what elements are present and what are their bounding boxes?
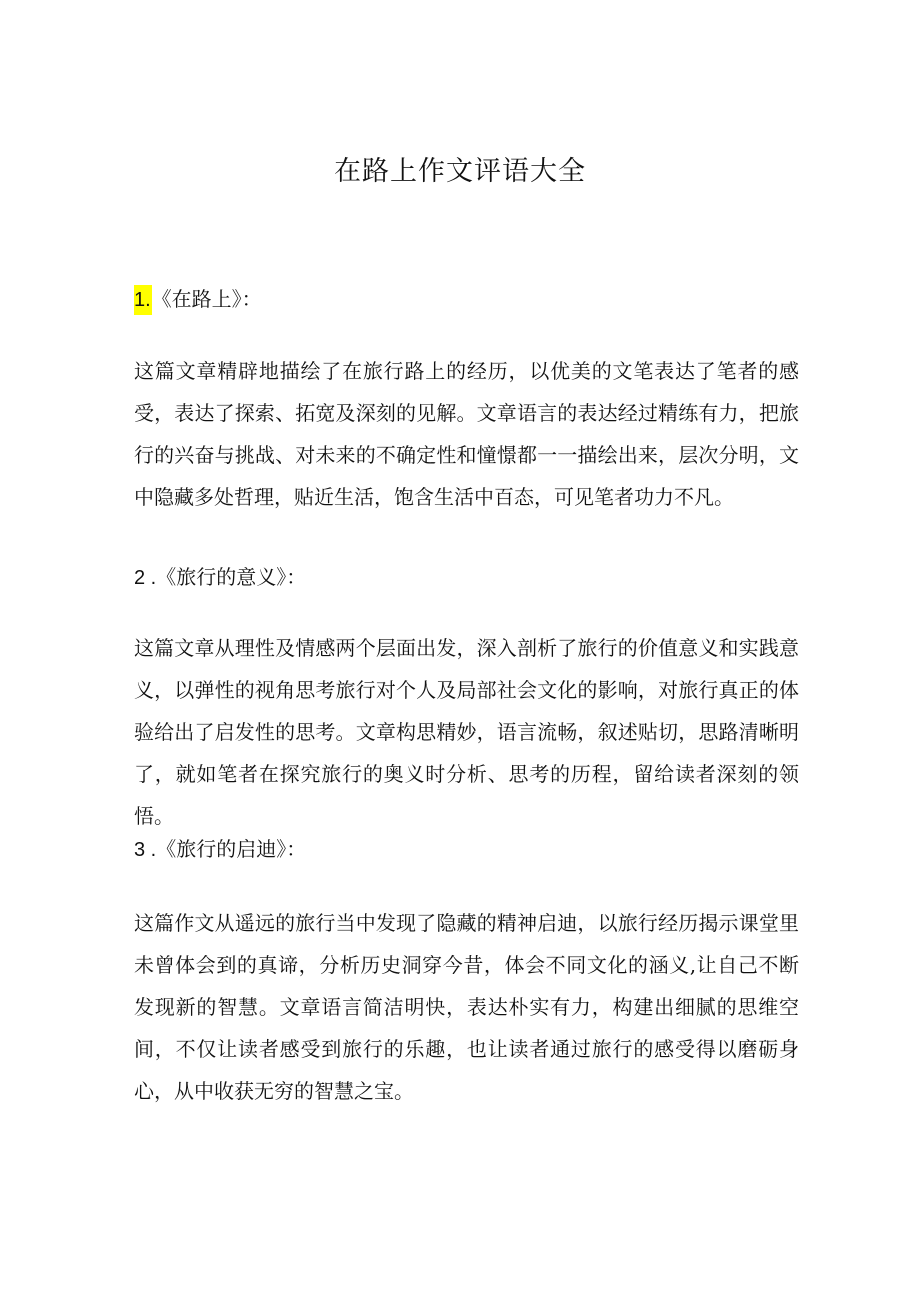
section-heading-text: 《旅行的意义》： [156,565,307,589]
section-heading [134,284,799,315]
section-heading-text: 《旅行的启迪》： [156,837,307,861]
section-3-body [134,902,799,1112]
section-2-body [134,627,799,837]
section-paragraph: 这篇文章精辟地描绘了在旅行路上的经历，以优美的文笔表达了笔者的感受，表达了探索、拓宽及深刻的见解。文章语言的表达经过精练有力，把旅行的兴奋与挑战、对未来的不确定性和憧憬都一一描绘出来，层次分明，文中隐藏多处哲理，贴近生活，饱含生活中百态，可见笔者功力不凡。 [134,359,799,509]
section-number: 3 . [134,839,157,861]
page-title: 在路上作文评语大全 [334,156,586,187]
section-1-body [134,350,799,518]
section-1 [134,284,799,315]
section-paragraph: 这篇作文从遥远的旅行当中发现了隐藏的精神启迪，以旅行经历揭示课堂里未曾体会到的真谛，分析历史洞穿今昔，体会不同文化的涵义,让自己不断发现新的智慧。文章语言简洁明快，表达朴实有力，构建出细腻的思维空间，不仅让读者感受到旅行的乐趣，也让读者通过旅行的感受得以磨砺身心，从中收获无穷的智慧之宝。 [134,911,799,1103]
section-2 [134,562,799,593]
section-number: 1. [134,285,152,315]
section-heading-text: 《在路上》： [151,287,262,311]
section-heading [134,834,799,865]
section-heading [134,562,799,593]
section-paragraph: 这篇文章从理性及情感两个层面出发，深入剖析了旅行的价值意义和实践意义，以弹性的视角思考旅行对个人及局部社会文化的影响，对旅行真正的体验给出了启发性的思考。文章构思精妙，语言流畅，叙述贴切，思路清晰明了，就如笔者在探究旅行的奥义时分析、思考的历程，留给读者深刻的领悟。 [134,636,799,828]
section-number: 2 . [134,567,157,589]
section-3 [134,834,799,865]
